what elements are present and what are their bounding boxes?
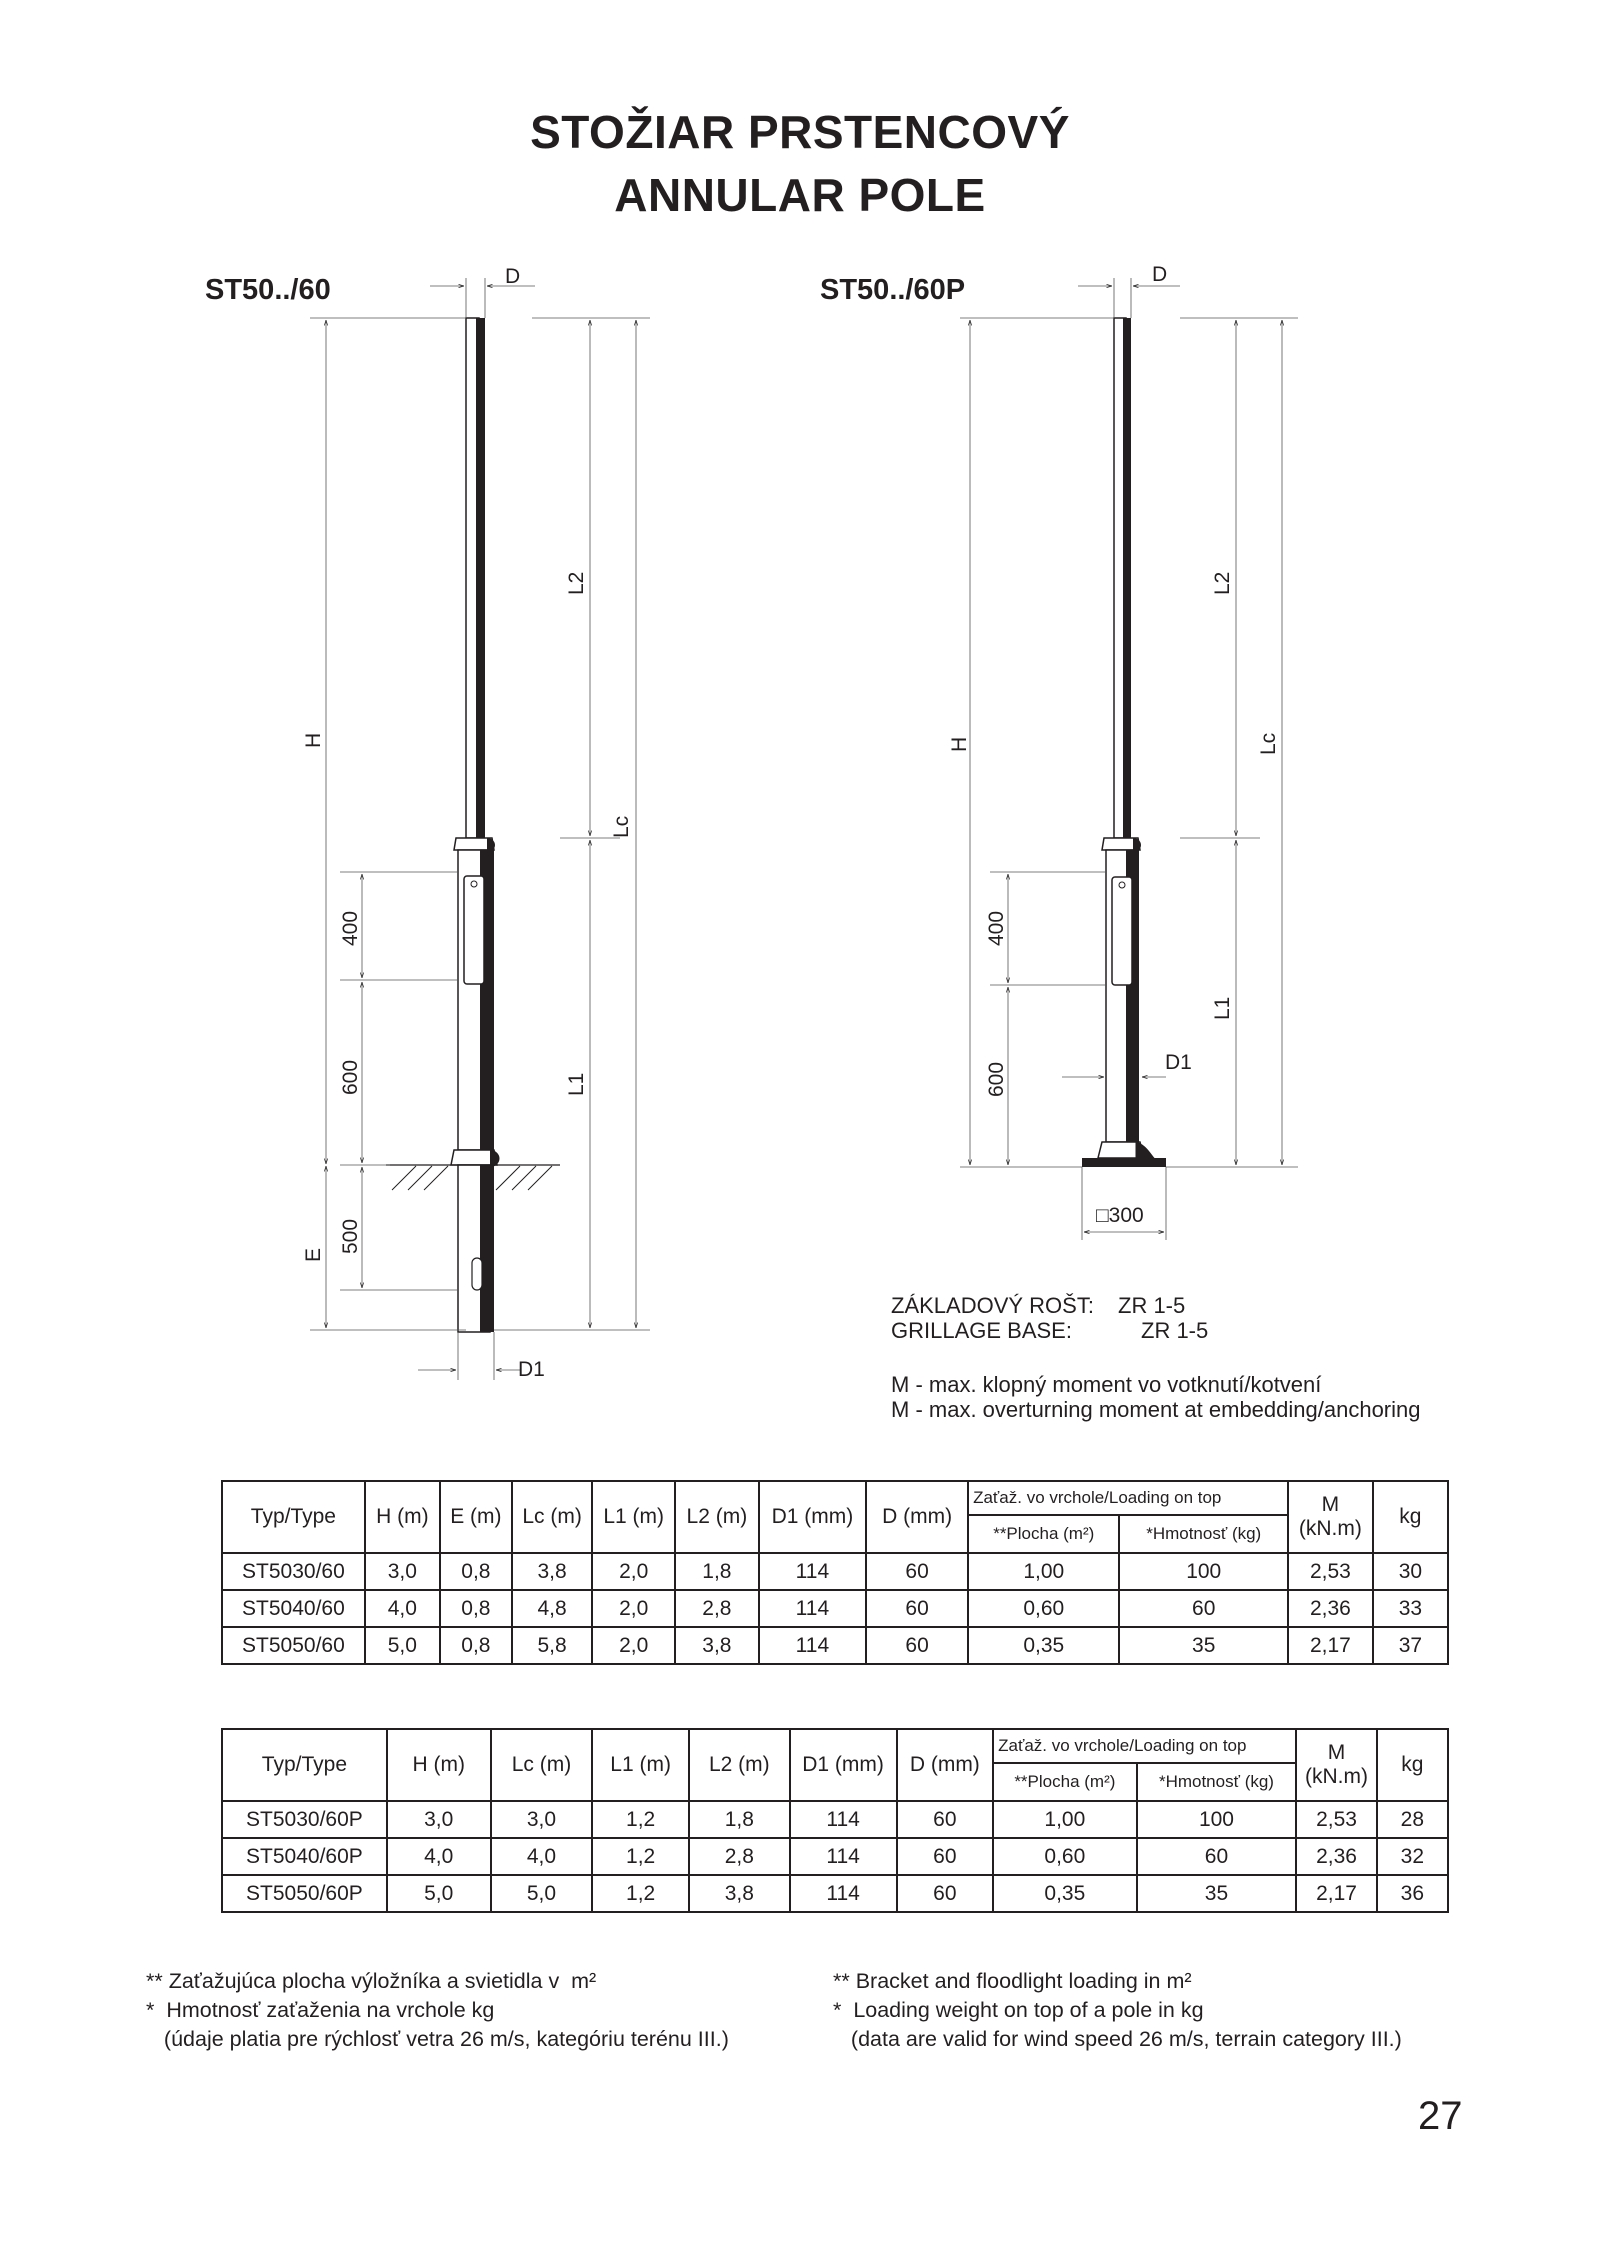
table-cell: 5,8 — [512, 1627, 593, 1664]
table-cell: 2,36 — [1288, 1590, 1373, 1627]
table-cell: 2,53 — [1296, 1801, 1376, 1838]
right-label-l1: L1 — [1211, 996, 1234, 1020]
table-cell: 0,8 — [440, 1553, 512, 1590]
table-cell: 5,0 — [387, 1875, 491, 1912]
grillage-sk-label: ZÁKLADOVÝ ROŠT: — [891, 1293, 1094, 1318]
table-row — [222, 1553, 1448, 1590]
table-cell: 28 — [1377, 1801, 1448, 1838]
table-cell: 3,0 — [365, 1553, 440, 1590]
right-label-d1: D1 — [1165, 1051, 1192, 1074]
table-cell: ST5040/60P — [222, 1838, 387, 1875]
table-cell: 3,8 — [512, 1553, 593, 1590]
moment-note-en: M - max. overturning moment at embedding/anchoring — [891, 1397, 1421, 1422]
col-e: E (m) — [440, 1481, 512, 1553]
table-row — [222, 1801, 1448, 1838]
table-cell: 30 — [1373, 1553, 1448, 1590]
table-cell: 2,17 — [1296, 1875, 1376, 1912]
col-d: D (mm) — [897, 1729, 994, 1801]
table-cell: 1,8 — [689, 1801, 790, 1838]
left-label-d1: D1 — [518, 1358, 545, 1381]
table-cell: 4,0 — [491, 1838, 593, 1875]
table-cell: 1,00 — [968, 1553, 1119, 1590]
table-cell: 35 — [1119, 1627, 1288, 1664]
table-cell: 60 — [1119, 1590, 1288, 1627]
table-cell: 2,0 — [592, 1553, 675, 1590]
table-cell: 2,17 — [1288, 1627, 1373, 1664]
right-label-600: 600 — [985, 1061, 1008, 1097]
col-d1: D1 (mm) — [790, 1729, 897, 1801]
right-label-l2: L2 — [1211, 571, 1234, 595]
table-cell: 0,35 — [993, 1875, 1136, 1912]
table-cell: ST5040/60 — [222, 1590, 365, 1627]
table-cell: ST5030/60 — [222, 1553, 365, 1590]
table-cell: 32 — [1377, 1838, 1448, 1875]
table-cell: 36 — [1377, 1875, 1448, 1912]
right-label-base: □300 — [1096, 1204, 1144, 1227]
table-cell: 60 — [866, 1553, 968, 1590]
table-cell: 33 — [1373, 1590, 1448, 1627]
left-pole-drawing — [310, 278, 650, 1380]
table-cell: 114 — [759, 1590, 866, 1627]
table-cell: 1,8 — [675, 1553, 759, 1590]
left-label-500: 500 — [339, 1218, 362, 1254]
right-label-lc: Lc — [1257, 732, 1280, 755]
table-cell: 60 — [897, 1875, 994, 1912]
table-cell: 4,8 — [512, 1590, 593, 1627]
spec-table-st60p — [221, 1728, 1449, 1913]
table-cell: 2,36 — [1296, 1838, 1376, 1875]
table-row — [222, 1627, 1448, 1664]
table-cell: 2,0 — [592, 1590, 675, 1627]
table-cell: 2,53 — [1288, 1553, 1373, 1590]
right-label-400: 400 — [985, 910, 1008, 946]
table-cell: 4,0 — [387, 1838, 491, 1875]
left-label-400: 400 — [339, 910, 362, 946]
table-cell: 3,8 — [675, 1627, 759, 1664]
moment-note-sk: M - max. klopný moment vo votknutí/kotvení — [891, 1372, 1322, 1397]
col-weight: *Hmotnosť (kg) — [1137, 1763, 1297, 1801]
table-cell: 0,8 — [440, 1590, 512, 1627]
table-cell: 37 — [1373, 1627, 1448, 1664]
table-cell: 114 — [759, 1627, 866, 1664]
spec-table-st60p-body — [222, 1801, 1448, 1912]
page-title-en: ANNULAR POLE — [614, 169, 986, 221]
col-h: H (m) — [365, 1481, 440, 1553]
right-drawing-title: ST50../60P — [820, 274, 966, 306]
left-label-h: H — [302, 732, 325, 748]
table-cell: 2,8 — [675, 1590, 759, 1627]
table-cell: 1,00 — [993, 1801, 1136, 1838]
col-m: M (kN.m) — [1296, 1729, 1376, 1801]
table-cell: 60 — [897, 1838, 994, 1875]
right-label-d: D — [1152, 263, 1168, 286]
table-cell: 100 — [1137, 1801, 1297, 1838]
col-lc: Lc (m) — [512, 1481, 593, 1553]
table-cell: ST5050/60 — [222, 1627, 365, 1664]
left-label-600: 600 — [339, 1059, 362, 1095]
table-cell: ST5050/60P — [222, 1875, 387, 1912]
col-weight: *Hmotnosť (kg) — [1119, 1515, 1288, 1553]
col-lc: Lc (m) — [491, 1729, 593, 1801]
col-type: Typ/Type — [222, 1729, 387, 1801]
col-kg: kg — [1377, 1729, 1448, 1801]
table-cell: 60 — [897, 1801, 994, 1838]
col-kg: kg — [1373, 1481, 1448, 1553]
table-row — [222, 1875, 1448, 1912]
right-pole-drawing — [960, 278, 1298, 1240]
table-cell: 5,0 — [491, 1875, 593, 1912]
col-l1: L1 (m) — [592, 1481, 675, 1553]
left-label-l1: L1 — [565, 1072, 588, 1096]
table-cell: 60 — [866, 1627, 968, 1664]
col-h: H (m) — [387, 1729, 491, 1801]
footnote-en: ** Bracket and floodlight loading in m² * Loading weight on top of a pole in kg (data are valid for wind speed 26 m/s, terrain category III.) — [833, 1969, 1402, 2051]
table-cell: 114 — [790, 1875, 897, 1912]
grillage-sk-value: ZR 1-5 — [1118, 1293, 1186, 1318]
page-title-sk: STOŽIAR PRSTENCOVÝ — [530, 106, 1070, 158]
table-cell: 100 — [1119, 1553, 1288, 1590]
col-d1: D1 (mm) — [759, 1481, 866, 1553]
table-cell: 1,2 — [592, 1801, 689, 1838]
table-cell: 3,0 — [387, 1801, 491, 1838]
left-label-e: E — [302, 1247, 325, 1262]
table-cell: 60 — [1137, 1838, 1297, 1875]
table-cell: 60 — [866, 1590, 968, 1627]
table-cell: 0,8 — [440, 1627, 512, 1664]
col-loading: Zaťaž. vo vrchole/Loading on top — [968, 1481, 1288, 1515]
col-type: Typ/Type — [222, 1481, 365, 1553]
table-cell: 5,0 — [365, 1627, 440, 1664]
col-loading: Zaťaž. vo vrchole/Loading on top — [993, 1729, 1296, 1763]
footnote-sk: ** Zaťažujúca plocha výložníka a svietidla v m² * Hmotnosť zaťaženia na vrchole kg (údaje platia pre rýchlosť vetra 26 m/s, kategóriu terénu III.) — [146, 1969, 729, 2051]
spec-table-st60-body — [222, 1553, 1448, 1664]
table-cell: 3,8 — [689, 1875, 790, 1912]
table-row — [222, 1838, 1448, 1875]
table-cell: 0,35 — [968, 1627, 1119, 1664]
table-cell: 0,60 — [993, 1838, 1136, 1875]
table-cell: 2,0 — [592, 1627, 675, 1664]
col-area: **Plocha (m²) — [993, 1763, 1136, 1801]
col-l2: L2 (m) — [689, 1729, 790, 1801]
table-cell: 114 — [790, 1801, 897, 1838]
col-m: M (kN.m) — [1288, 1481, 1373, 1553]
col-area: **Plocha (m²) — [968, 1515, 1119, 1553]
table-cell: 1,2 — [592, 1875, 689, 1912]
table-cell: 1,2 — [592, 1838, 689, 1875]
table-cell: 35 — [1137, 1875, 1297, 1912]
right-label-h: H — [948, 736, 971, 752]
page-number: 27 — [1418, 2094, 1463, 2138]
left-drawing-title: ST50../60 — [205, 274, 331, 306]
left-label-lc: Lc — [610, 815, 633, 838]
table-cell: 2,8 — [689, 1838, 790, 1875]
table-cell: 114 — [759, 1553, 866, 1590]
left-label-d: D — [505, 265, 521, 288]
table-cell: 0,60 — [968, 1590, 1119, 1627]
table-cell: 4,0 — [365, 1590, 440, 1627]
left-label-l2: L2 — [565, 571, 588, 595]
table-cell: ST5030/60P — [222, 1801, 387, 1838]
table-cell: 114 — [790, 1838, 897, 1875]
table-cell: 3,0 — [491, 1801, 593, 1838]
col-l1: L1 (m) — [592, 1729, 689, 1801]
col-d: D (mm) — [866, 1481, 968, 1553]
grillage-en-label: GRILLAGE BASE: — [891, 1318, 1072, 1343]
table-row — [222, 1590, 1448, 1627]
col-l2: L2 (m) — [675, 1481, 759, 1553]
spec-table-st60 — [221, 1480, 1449, 1665]
grillage-en-value: ZR 1-5 — [1141, 1318, 1209, 1343]
